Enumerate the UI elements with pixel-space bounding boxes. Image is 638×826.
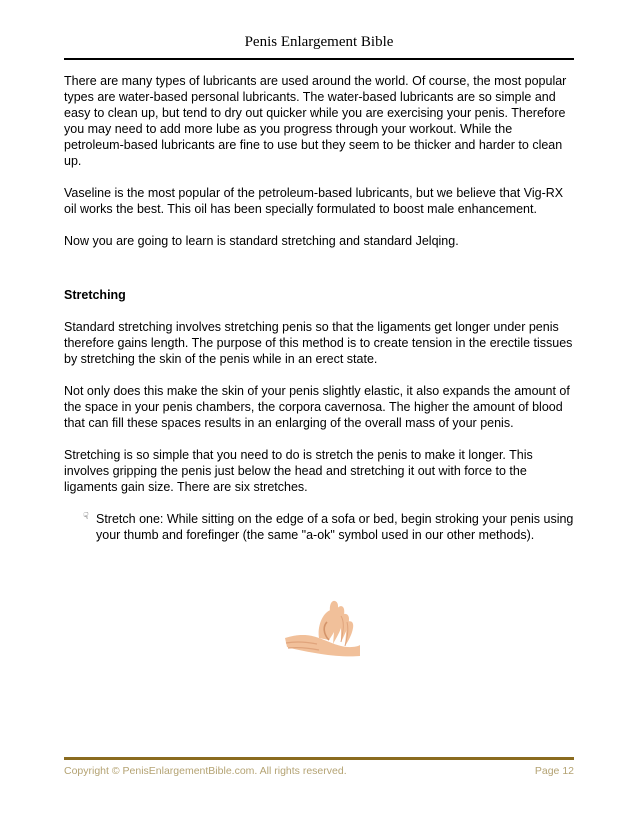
paragraph-vaseline: Vaseline is the most popular of the petroleum-based lubricants, but we believe that Vig-RX oil works the best. This oil has been specially formulated to boost male enhancement.	[64, 186, 564, 216]
footer-divider	[64, 757, 574, 760]
page-header-title: Penis Enlargement Bible	[244, 34, 394, 50]
paragraph-simple: Stretching is so simple that you need to do is stretch the penis to make it longer. This involves gripping the penis just below the head and stretching it out with force to the ligaments gain size. There are six stretches.	[64, 448, 533, 494]
hand-pointer-icon: ☟	[83, 511, 89, 521]
paragraph-intro: Now you are going to learn is standard stretching and standard Jelqing.	[64, 234, 459, 248]
footer-page-number: Page 12	[534, 765, 574, 777]
footer-copyright: Copyright © PenisEnlargementBible.com. All rights reserved.	[64, 765, 347, 777]
document-body	[64, 73, 574, 559]
section-heading-stretching: Stretching	[64, 288, 126, 302]
list-item-text: Stretch one: While sitting on the edge of a sofa or bed, begin stroking your penis using your thumb and forefinger (the same "a-ok" symbol used in our other methods).	[96, 512, 574, 542]
hand-ok-gesture-image	[283, 600, 361, 658]
paragraph-elastic: Not only does this make the skin of your penis slightly elastic, it also expands the amount of the space in your penis chambers, the corpora cavernosa. The higher the amount of blood that can fill these spaces results in an enlarging of the overall mass of your penis.	[64, 384, 570, 430]
list-item-stretch-one	[64, 511, 574, 543]
header-divider	[64, 58, 574, 60]
paragraph-lubricants: There are many types of lubricants are used around the world. Of course, the most popular types are water-based personal lubricants. The water-based lubricants are so simple and easy to clean up, but tend to dry out quicker while you are exercising your penis. Therefore you may need to add more lube as you progress through your workout. While the petroleum-based lubricants are fine to use but they seem to be thicker and harder to clean up.	[64, 74, 567, 168]
paragraph-standard-stretching: Standard stretching involves stretching penis so that the ligaments get longer under penis therefore gains length. The purpose of this method is to create tension in the erectile tissues by stretching the skin of the penis while in an erect state.	[64, 320, 573, 366]
